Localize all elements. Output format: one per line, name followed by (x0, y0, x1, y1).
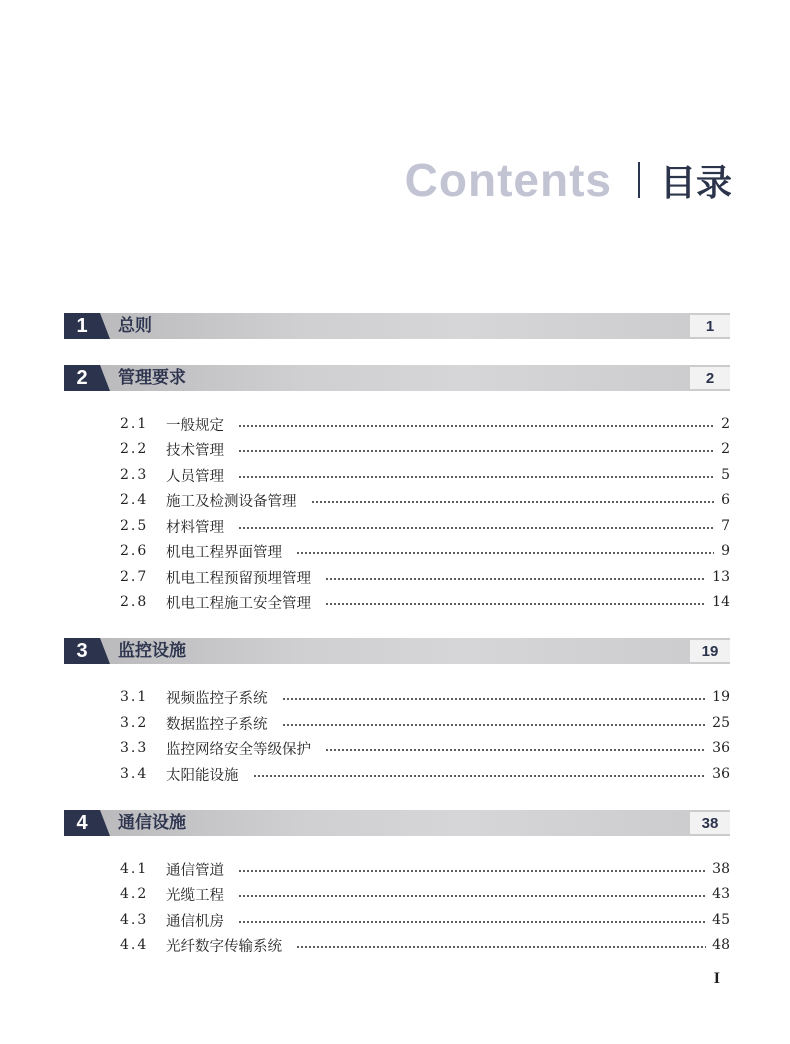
toc-entry[interactable] (120, 685, 730, 709)
toc-entry[interactable] (120, 565, 730, 589)
dot-leader (282, 724, 707, 726)
dot-leader (253, 775, 707, 777)
section-page: 36 (712, 766, 730, 782)
section-number: 2.8 (120, 594, 149, 610)
section-number: 4.3 (120, 912, 149, 928)
dot-leader (282, 698, 707, 700)
toc-entry[interactable] (120, 463, 730, 487)
toc-entry[interactable] (120, 762, 730, 786)
section-title: 机电工程预留预埋管理 (166, 570, 311, 587)
chapter-title: 管理要求 (118, 368, 186, 388)
chapter-number: 4 (64, 810, 100, 836)
section-page: 25 (712, 715, 730, 731)
title-chinese: 目录 (659, 162, 732, 204)
chapter-heading[interactable] (64, 313, 730, 339)
chapter-slash-shape (100, 638, 110, 664)
section-number: 2.5 (120, 518, 149, 534)
chapter-title: 通信设施 (118, 813, 186, 833)
chapter-title: 总则 (118, 316, 152, 336)
section-number: 3.4 (120, 766, 149, 782)
section-title: 材料管理 (166, 519, 224, 536)
section-title: 机电工程施工安全管理 (166, 595, 311, 612)
section-page: 9 (721, 543, 730, 559)
section-page: 38 (712, 861, 730, 877)
section-title: 通信管道 (166, 862, 224, 879)
chapter-title: 监控设施 (118, 641, 186, 661)
section-number: 3.3 (120, 740, 149, 756)
toc-entry[interactable] (120, 539, 730, 563)
dot-leader (238, 450, 714, 452)
chapter-number: 1 (64, 313, 100, 339)
section-title: 施工及检测设备管理 (166, 493, 297, 510)
dot-leader (311, 501, 715, 503)
section-number: 2.1 (120, 416, 149, 432)
toc-entry[interactable] (120, 514, 730, 538)
section-number: 2.7 (120, 569, 149, 585)
toc-entry[interactable] (120, 412, 730, 436)
page-folio: I (713, 970, 720, 987)
section-page: 6 (721, 492, 730, 508)
chapter-page: 38 (690, 812, 730, 834)
chapter-heading[interactable] (64, 638, 730, 664)
dot-leader (238, 895, 706, 897)
section-page: 7 (721, 518, 730, 534)
toc-entry[interactable] (120, 857, 730, 881)
page-title (405, 150, 732, 210)
toc-entry[interactable] (120, 711, 730, 735)
section-title: 一般规定 (166, 417, 224, 434)
section-page: 2 (721, 441, 730, 457)
dot-leader (296, 552, 714, 554)
section-number: 3.2 (120, 715, 149, 731)
chapter-slash-shape (100, 365, 110, 391)
section-title: 视频监控子系统 (166, 690, 268, 707)
chapter-page: 19 (690, 640, 730, 662)
chapter-slash-shape (100, 313, 110, 339)
toc-entry[interactable] (120, 437, 730, 461)
section-page: 43 (712, 886, 730, 902)
dot-leader (296, 946, 706, 948)
section-page: 13 (712, 569, 730, 585)
section-title: 光纤数字传输系统 (166, 938, 282, 955)
section-number: 4.4 (120, 937, 149, 953)
section-number: 2.3 (120, 467, 149, 483)
toc-entry[interactable] (120, 882, 730, 906)
dot-leader (325, 749, 706, 751)
section-title: 机电工程界面管理 (166, 544, 282, 561)
chapter-page: 2 (690, 367, 730, 389)
title-divider (638, 162, 640, 198)
section-title: 通信机房 (166, 913, 224, 930)
toc-entry[interactable] (120, 590, 730, 614)
chapter-slash-shape (100, 810, 110, 836)
dot-leader (325, 603, 706, 605)
dot-leader (238, 425, 714, 427)
toc-entry[interactable] (120, 933, 730, 957)
section-page: 5 (721, 467, 730, 483)
toc-entry[interactable] (120, 908, 730, 932)
section-number: 3.1 (120, 689, 149, 705)
title-english: Contents (404, 154, 612, 206)
section-number: 4.2 (120, 886, 149, 902)
section-page: 45 (712, 912, 730, 928)
section-title: 人员管理 (166, 468, 224, 485)
section-page: 48 (712, 937, 730, 953)
chapter-heading[interactable] (64, 810, 730, 836)
section-number: 2.2 (120, 441, 149, 457)
dot-leader (325, 578, 706, 580)
section-page: 19 (712, 689, 730, 705)
chapter-page: 1 (690, 315, 730, 337)
section-page: 14 (712, 594, 730, 610)
toc-entry[interactable] (120, 736, 730, 760)
dot-leader (238, 870, 706, 872)
section-title: 太阳能设施 (166, 767, 239, 784)
dot-leader (238, 476, 714, 478)
chapter-number: 2 (64, 365, 100, 391)
section-title: 光缆工程 (166, 887, 224, 904)
section-page: 36 (712, 740, 730, 756)
section-number: 2.4 (120, 492, 149, 508)
section-page: 2 (721, 416, 730, 432)
section-title: 技术管理 (166, 442, 224, 459)
section-title: 数据监控子系统 (166, 716, 268, 733)
section-title: 监控网络安全等级保护 (166, 741, 311, 758)
dot-leader (238, 921, 706, 923)
section-number: 4.1 (120, 861, 149, 877)
chapter-number: 3 (64, 638, 100, 664)
dot-leader (238, 527, 714, 529)
toc-entry[interactable] (120, 488, 730, 512)
section-number: 2.6 (120, 543, 149, 559)
chapter-heading[interactable] (64, 365, 730, 391)
